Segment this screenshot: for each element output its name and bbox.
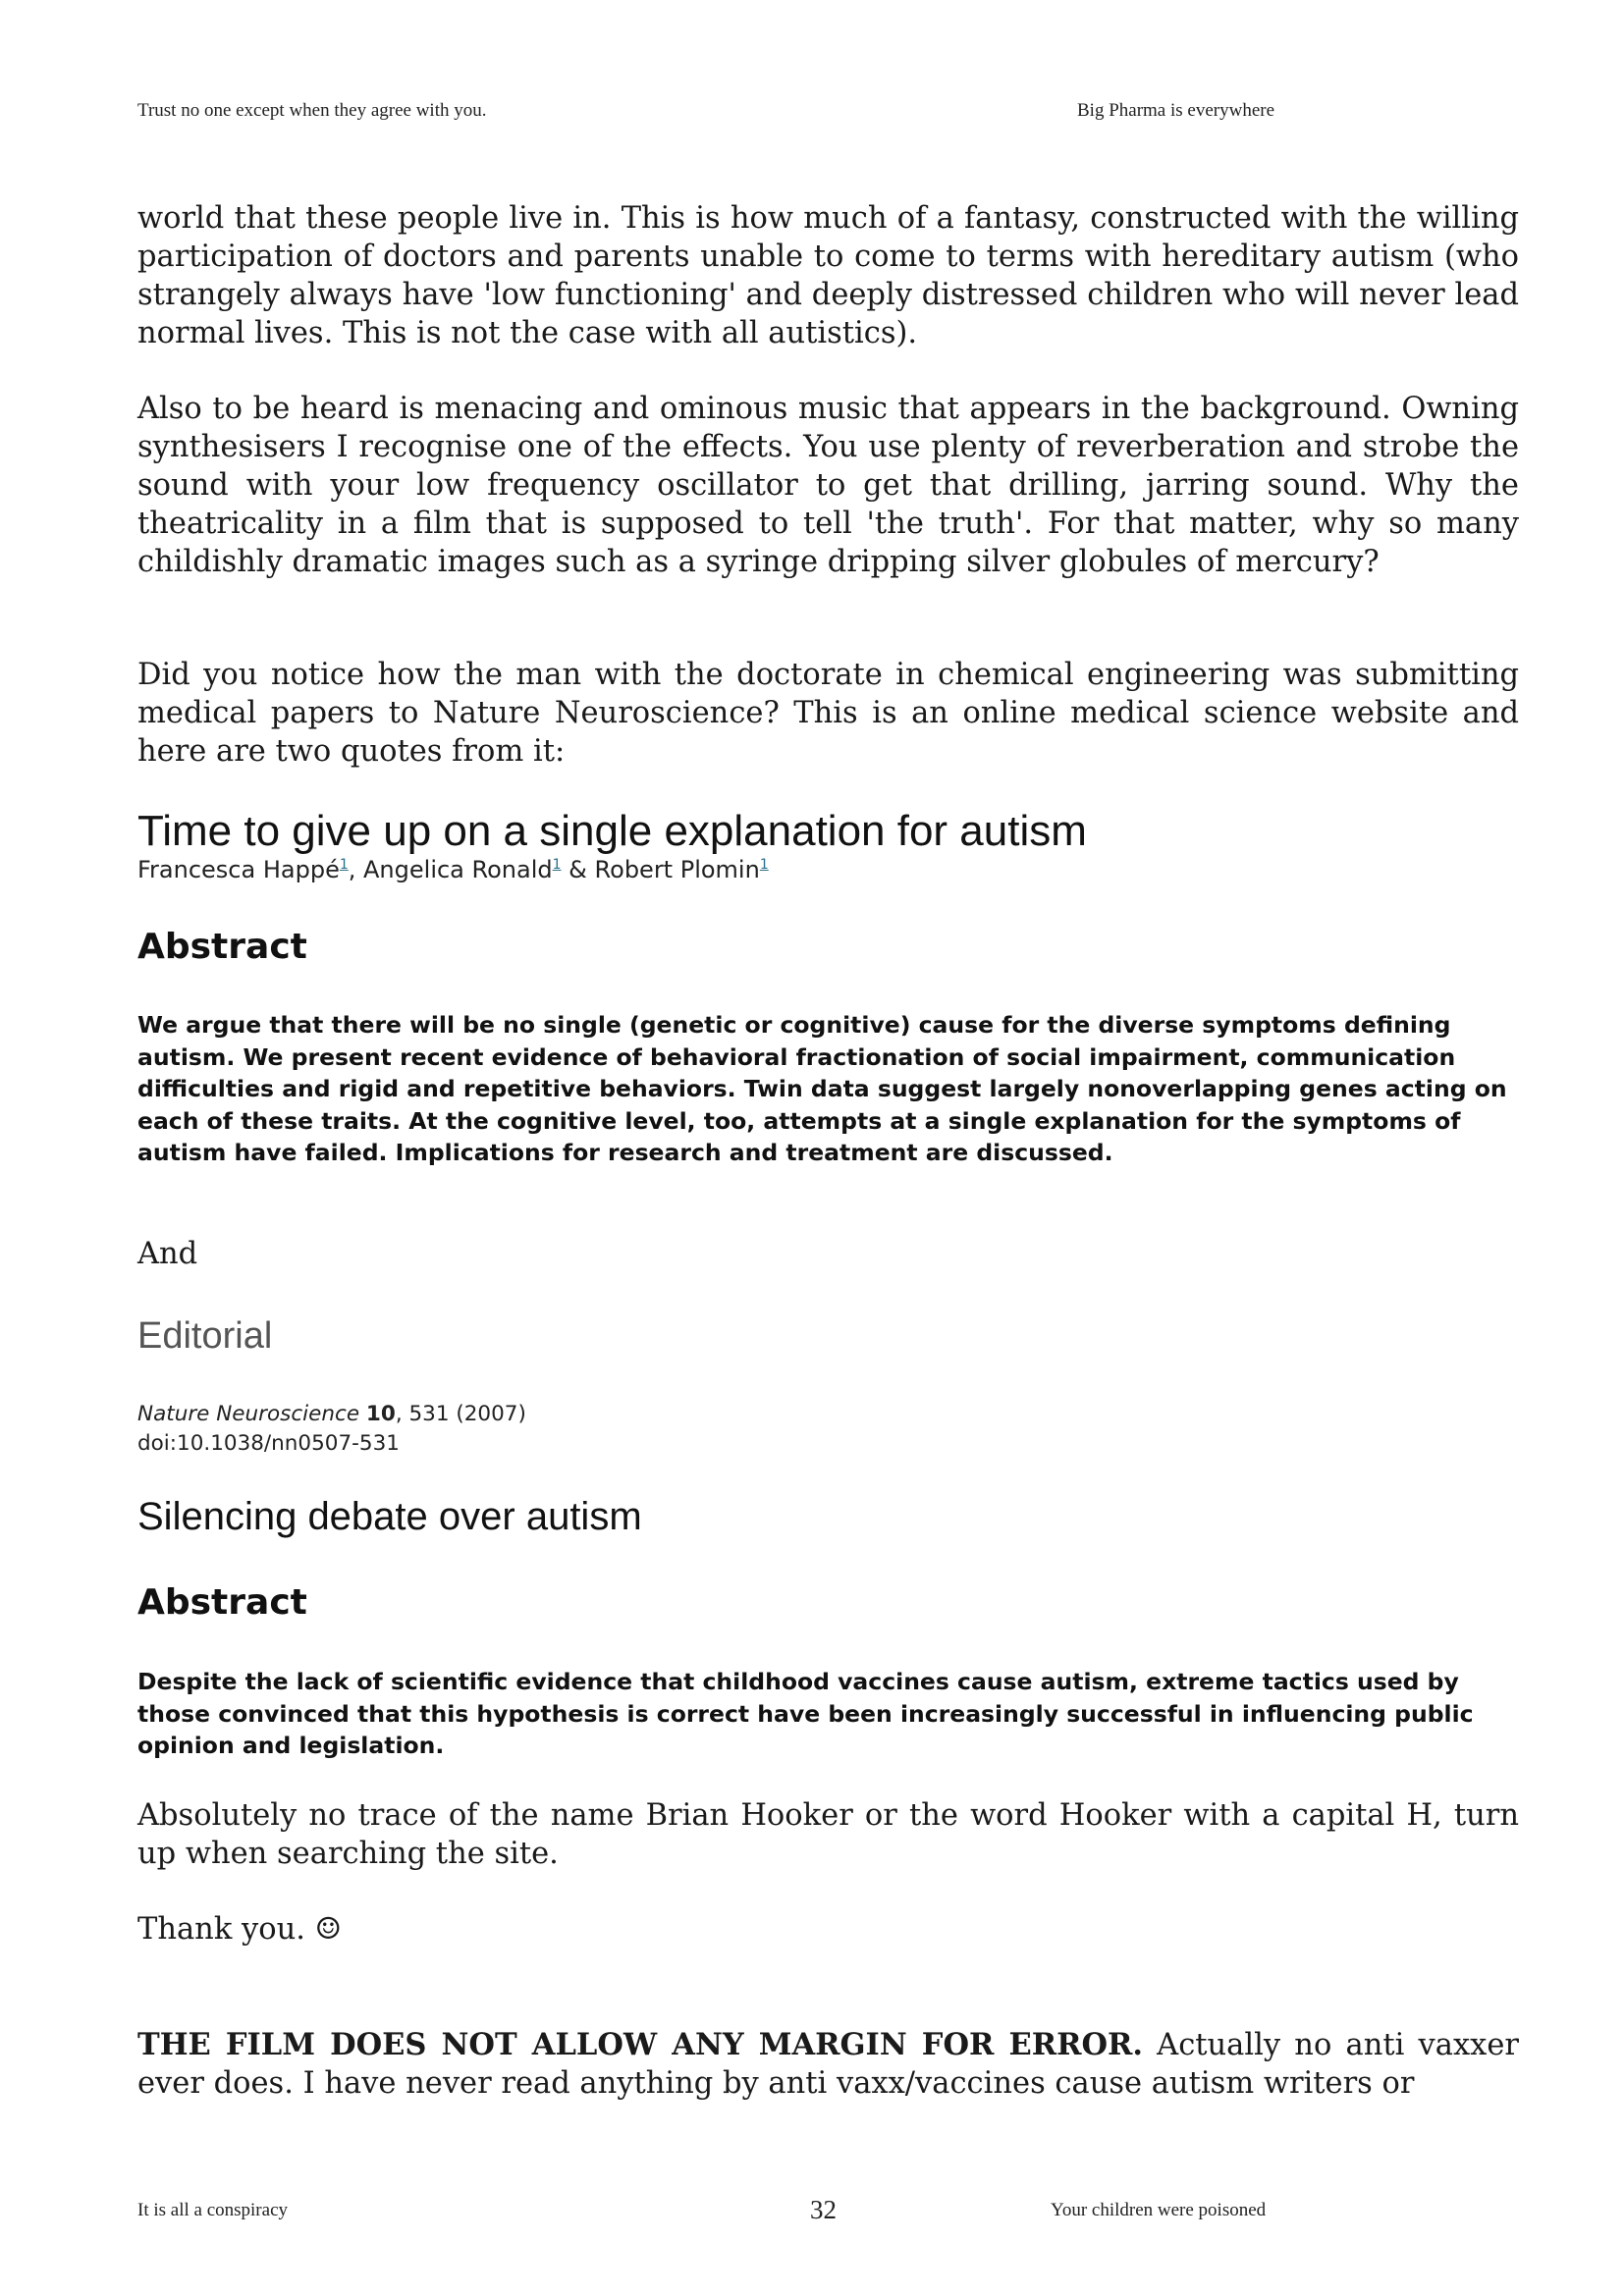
- author-affiliation-link[interactable]: 1: [339, 857, 349, 873]
- author-name: Robert Plomin: [594, 856, 760, 883]
- journal-name: Nature Neuroscience: [137, 1402, 360, 1426]
- emphasis-caps-text: THE FILM DOES NOT ALLOW ANY MARGIN FOR ERROR.: [137, 2027, 1143, 2062]
- journal-volume: 10: [365, 1402, 396, 1426]
- author-affiliation-link[interactable]: 1: [552, 857, 562, 873]
- journal-doi: doi:10.1038/nn0507-531: [137, 1431, 400, 1456]
- editorial-title: Silencing debate over autism: [137, 1495, 642, 1538]
- body-paragraph-6-rest: Actually no anti vaxxer ever does. I have never read anything by anti vaxx/vaccines cause autism writers or: [137, 2028, 1519, 2101]
- abstract-text: We argue that there will be no single (genetic or cognitive) cause for the diverse symptoms defining autism. We present recent evidence of behavioral fractionation of social impairment, communication difficulties and rigid and repetitive behaviors. Twin data suggest largely nonoverlapping genes acting on each of these traits. At the cognitive level, too, attempts at a single explanation for the symptoms of autism have failed. Implications for research and treatment are discussed.: [137, 1011, 1507, 1166]
- body-paragraph-6: [137, 2026, 1519, 2103]
- connector-text: And: [137, 1237, 198, 1271]
- journal-pages: , 531 (2007): [395, 1402, 526, 1426]
- header-left: Trust no one except when they agree with you.: [137, 100, 487, 121]
- editorial-label: Editorial: [137, 1315, 273, 1357]
- author-name: Angelica Ronald: [363, 856, 553, 883]
- body-paragraph-2: Also to be heard is menacing and ominous music that appears in the background. Owning synthesisers I recognise one of the effects. You use plenty of reverberation and strobe the sound with your low frequency oscillator to get that drilling, jarring sound. Why the theatricality in a film that is supposed to tell 'the truth'. For that matter, why so many childishly dramatic images such as a syringe dripping silver globules of mercury?: [137, 392, 1519, 579]
- body-paragraph-1: world that these people live in. This is how much of a fantasy, constructed with the willing participation of doctors and parents unable to come to terms with hereditary autism (who strangely always have 'low functioning' and deeply distressed children who will never lead normal lives. This is not the case with all autistics).: [137, 201, 1519, 350]
- author-name: Francesca Happé: [137, 856, 340, 883]
- editorial-abstract-text: Despite the lack of scientific evidence that childhood vaccines cause autism, extreme tactics used by those convinced that this hypothesis is correct have been increasingly successful in influencing public opinion and legislation.: [137, 1668, 1474, 1759]
- author-separator: ,: [348, 856, 364, 883]
- header-right: Big Pharma is everywhere: [1077, 100, 1275, 121]
- abstract-heading: Abstract: [137, 927, 307, 967]
- page-number: 32: [810, 2195, 837, 2224]
- body-paragraph-4: Absolutely no trace of the name Brian Hooker or the word Hooker with a capital H, turn up when searching the site.: [137, 1798, 1519, 1871]
- article-authors: [137, 856, 769, 883]
- author-affiliation-link[interactable]: 1: [759, 857, 769, 873]
- body-paragraph-3: Did you notice how the man with the doctorate in chemical engineering was submitting medical papers to Nature Neuroscience? This is an online medical science website and here are two quotes from it:: [137, 658, 1519, 769]
- article-title: Time to give up on a single explanation for autism: [137, 807, 1087, 855]
- author-separator: &: [561, 856, 595, 883]
- footer-right: Your children were poisoned: [1051, 2200, 1267, 2220]
- journal-citation: [137, 1400, 526, 1459]
- footer-left: It is all a conspiracy: [137, 2200, 289, 2220]
- editorial-abstract-heading: Abstract: [137, 1582, 307, 1623]
- body-paragraph-5: Thank you. ☺: [137, 1912, 342, 1947]
